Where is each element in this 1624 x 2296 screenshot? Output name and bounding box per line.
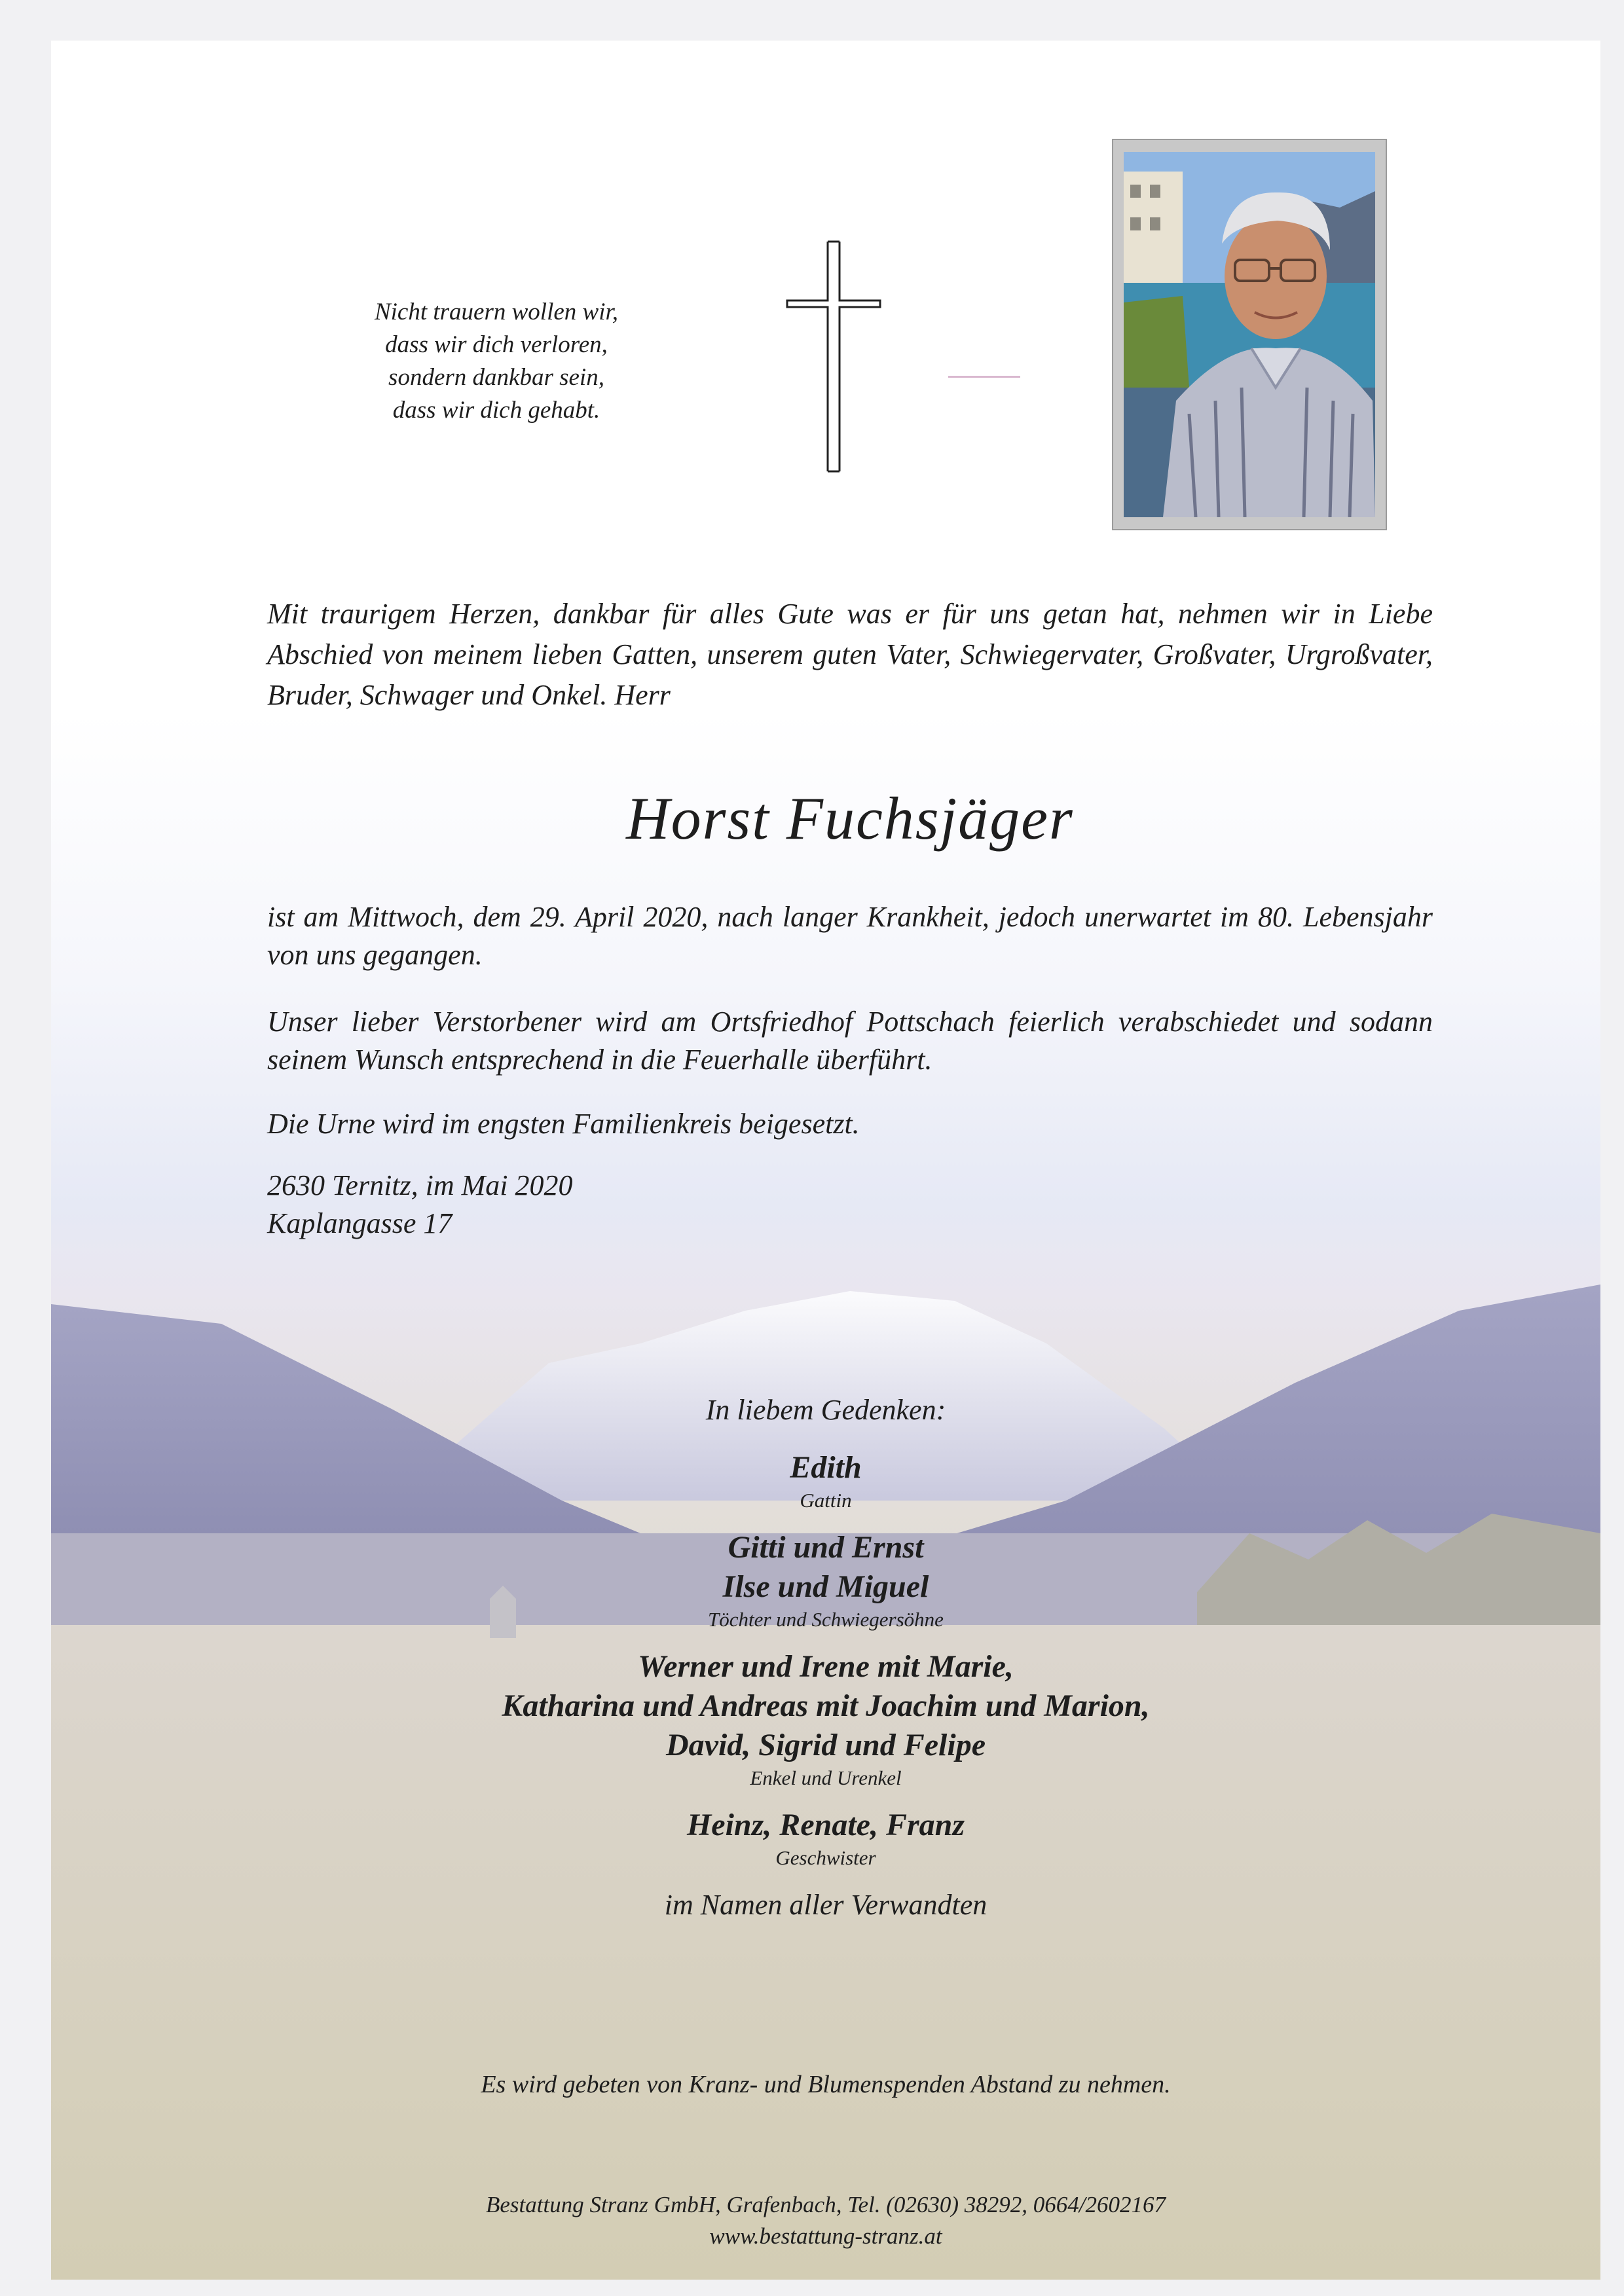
mourner-name: Ilse und Miguel xyxy=(722,1569,929,1604)
mourners-list xyxy=(51,1391,1600,1925)
mourner-group xyxy=(51,1448,1600,1514)
mourners-heading: In liebem Gedenken: xyxy=(705,1394,946,1426)
funeral-home-footer xyxy=(51,2189,1600,2252)
cross-icon xyxy=(784,240,883,473)
funeral-home-website: www.bestattung-stranz.at xyxy=(709,2223,942,2249)
passing-text: ist am Mittwoch, dem 29. April 2020, nach langer Krankheit, jedoch unerwartet im 80. Lebensjahr von uns gegangen. xyxy=(267,901,1433,971)
address: Kaplangasse 17 xyxy=(267,1207,452,1239)
mourner-group xyxy=(51,1647,1600,1791)
mourner-relation: Töchter und Schwiegersöhne xyxy=(708,1608,944,1631)
mourner-relation: Geschwister xyxy=(775,1846,876,1869)
funeral-home-contact: Bestattung Stranz GmbH, Grafenbach, Tel. (02630) 38292, 0664/2602167 xyxy=(486,2192,1166,2217)
urn-text: Die Urne wird im engsten Familienkreis beigesetzt. xyxy=(267,1108,860,1140)
mourner-name: Katharina und Andreas mit Joachim und Marion, xyxy=(502,1688,1150,1723)
mourner-group xyxy=(51,1806,1600,1871)
ceremony-text: Unser lieber Verstorbener wird am Ortsfriedhof Pottschach feierlich verabschiedet und sodann seinem Wunsch entsprechend in die Feuerhalle überführt. xyxy=(267,1006,1433,1076)
deceased-name: Horst Fuchsjäger xyxy=(626,785,1074,852)
quote-line: dass wir dich verloren, xyxy=(385,331,608,358)
portrait-photo-frame xyxy=(1112,139,1387,530)
place-date: 2630 Ternitz, im Mai 2020 xyxy=(267,1169,573,1201)
mourner-relation: Gattin xyxy=(800,1489,852,1512)
quote-line: sondern dankbar sein, xyxy=(388,364,604,391)
mourner-name: Gitti und Ernst xyxy=(728,1530,924,1565)
donation-request: Es wird gebeten von Kranz- und Blumenspenden Abstand zu nehmen. xyxy=(481,2071,1171,2098)
decorative-dash xyxy=(948,376,1020,378)
memorial-quote xyxy=(300,296,693,427)
mourner-relation: Enkel und Urenkel xyxy=(750,1766,902,1789)
mourner-name: David, Sigrid und Felipe xyxy=(665,1728,986,1762)
obituary-page xyxy=(51,41,1600,2280)
quote-line: Nicht trauern wollen wir, xyxy=(374,299,619,325)
mourner-name: Heinz, Renate, Franz xyxy=(686,1808,965,1842)
mourner-name: Werner und Irene mit Marie, xyxy=(638,1649,1014,1684)
mourner-name: Edith xyxy=(790,1450,862,1485)
mourners-closing: im Namen aller Verwandten xyxy=(664,1889,987,1921)
intro-text: Mit traurigem Herzen, dankbar für alles Gute was er für uns getan hat, nehmen wir in Liebe Abschied von meinem lieben Gatten, unserem guten Vater, Schwiegervater, Großvater, Urgroßvater, Bruder, Schwager und Onkel. Herr xyxy=(267,598,1433,711)
place-date-block xyxy=(267,1167,857,1243)
portrait-photo xyxy=(1124,152,1375,517)
mourner-group xyxy=(51,1528,1600,1633)
quote-line: dass wir dich gehabt. xyxy=(392,397,600,424)
